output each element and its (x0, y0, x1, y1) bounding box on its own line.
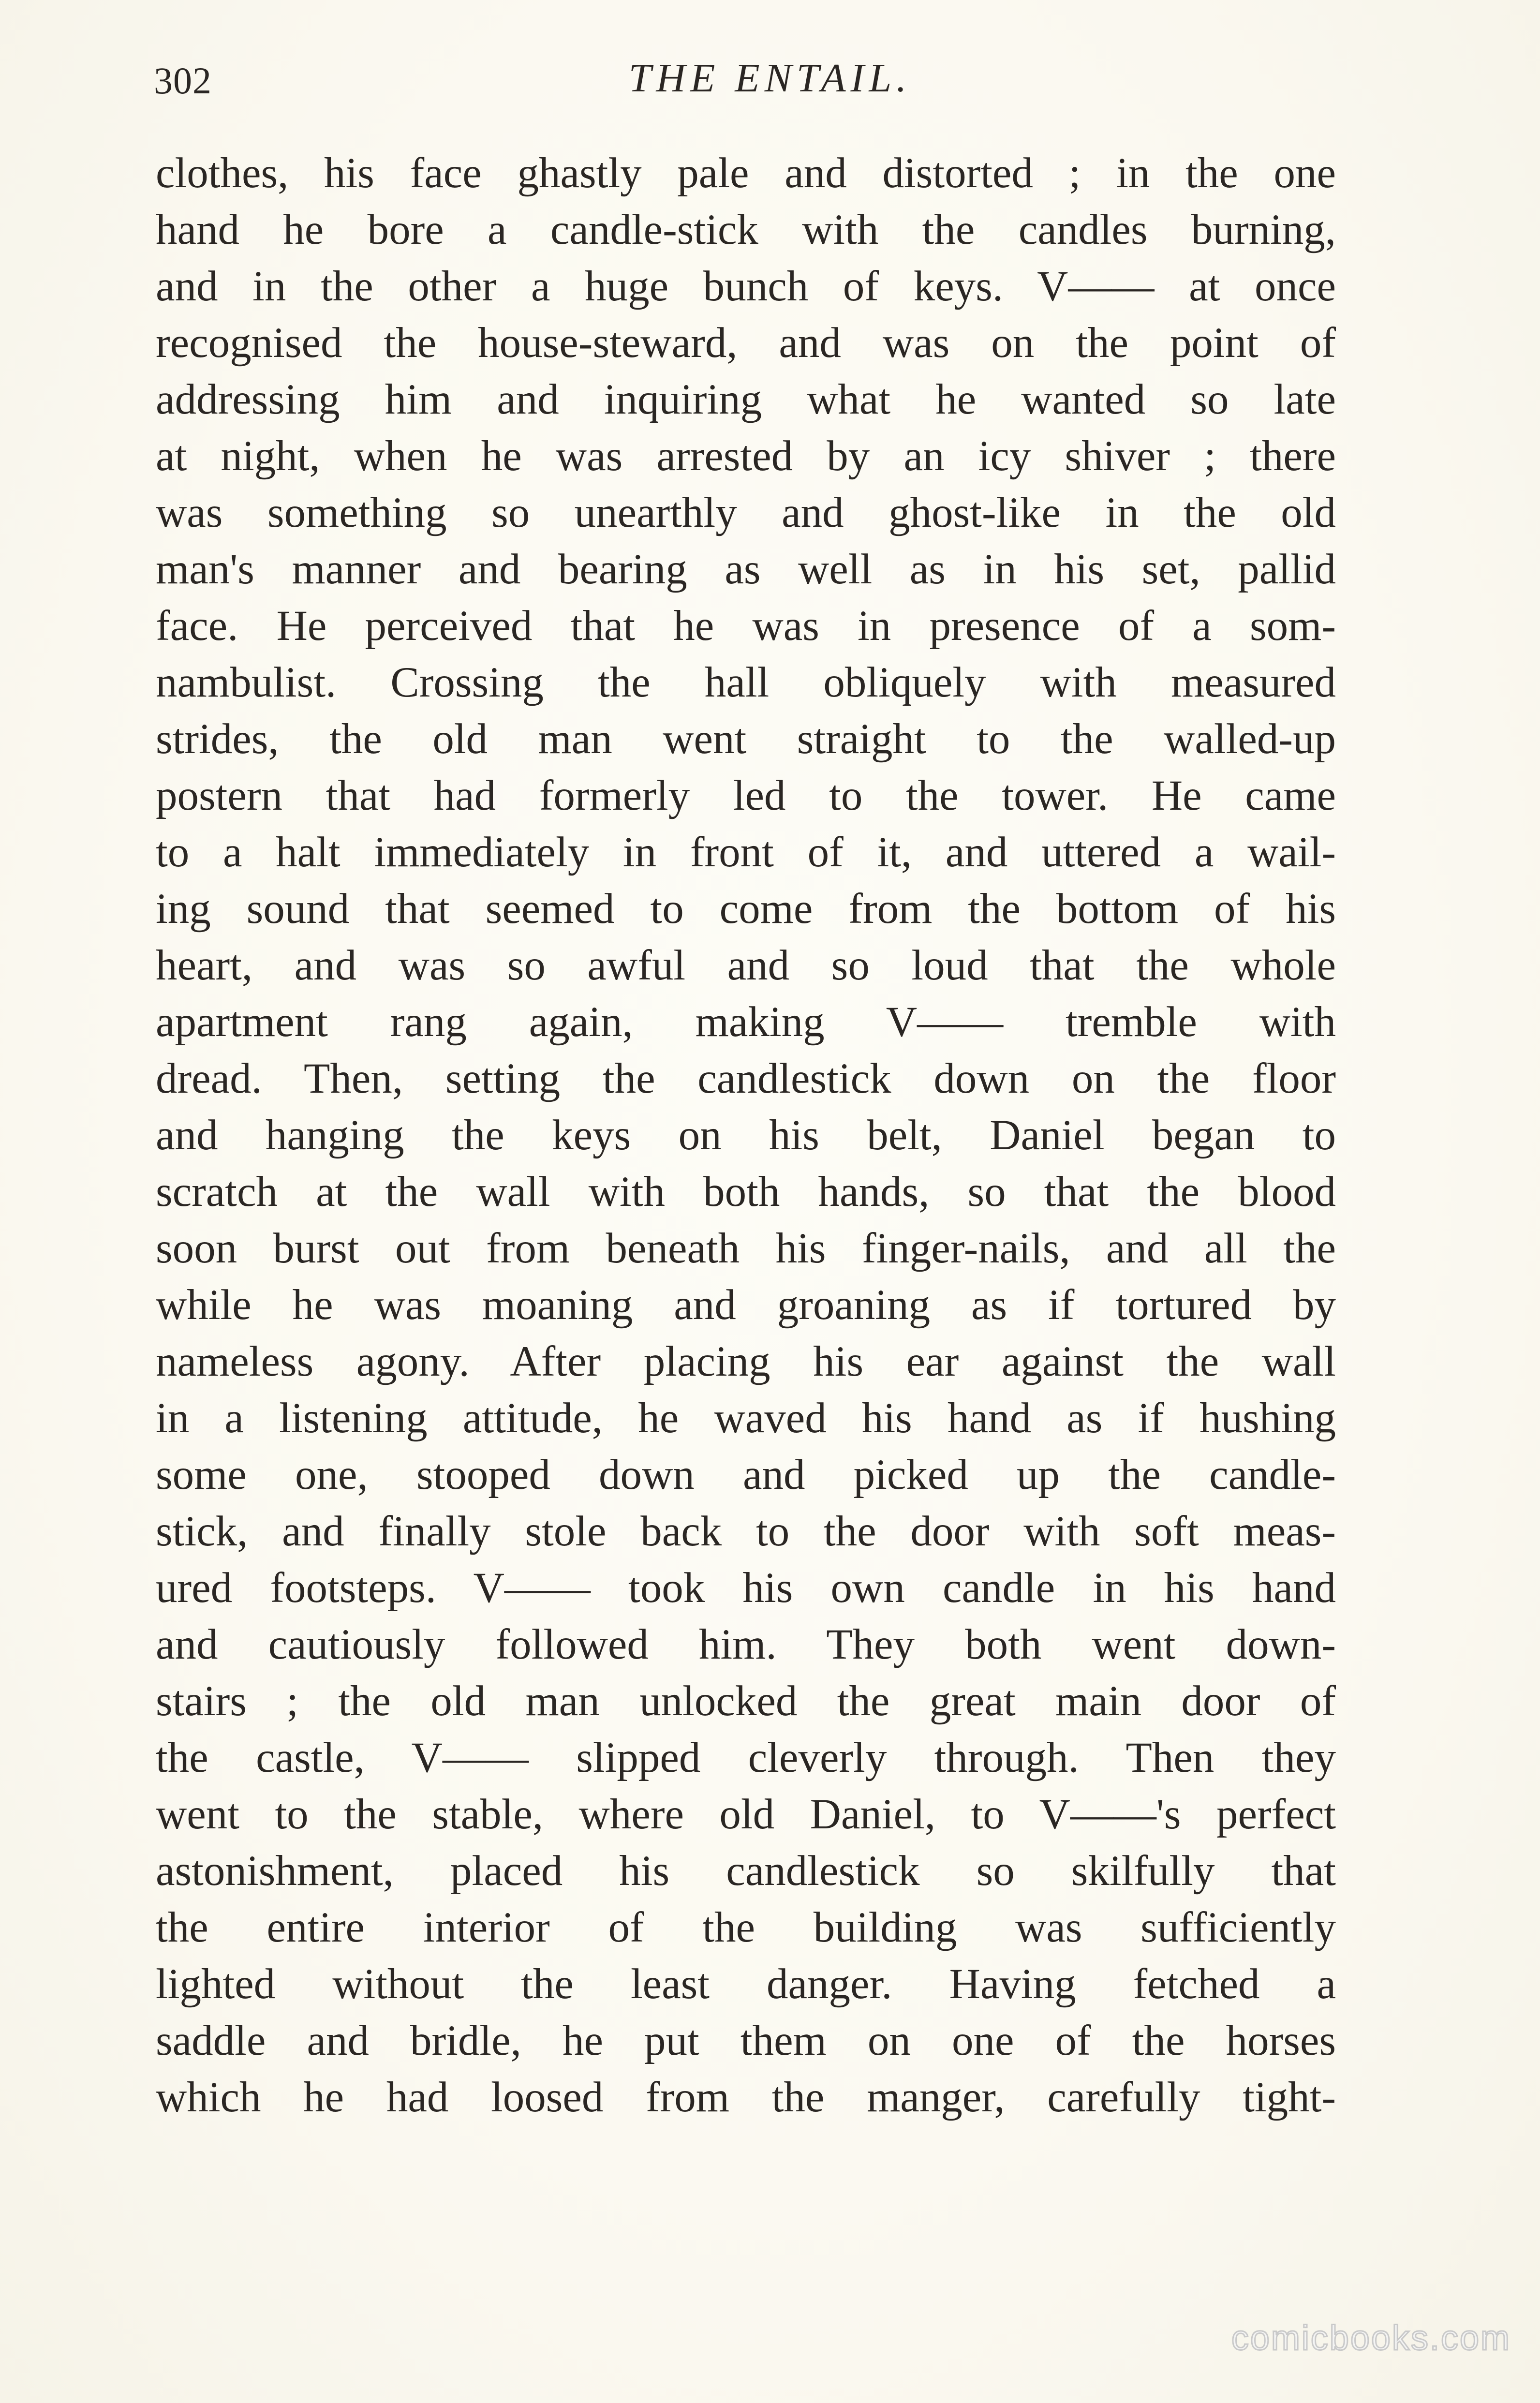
text-line: man's manner and bearing as well as in his set, pallid (156, 546, 1336, 593)
text-line: heart, and was so awful and so loud that the whole (156, 942, 1336, 989)
text-line: face. He perceived that he was in presence of a som- (156, 602, 1336, 650)
text-line: was something so unearthly and ghost-like in the old (156, 489, 1336, 536)
text-line: at night, when he was arrested by an icy shiver ; there (156, 432, 1336, 480)
text-line: addressing him and inquiring what he wanted so late (156, 376, 1336, 423)
running-title: THE ENTAIL. (628, 56, 912, 101)
text-line: and hanging the keys on his belt, Daniel began to (156, 1112, 1336, 1159)
text-line: nambulist. Crossing the hall obliquely with measured (156, 659, 1336, 706)
text-line: lighted without the least danger. Having fetched a (156, 1960, 1336, 2008)
text-line: stairs ; the old man unlocked the great main door of (156, 1677, 1336, 1725)
text-line: which he had loosed from the manger, carefully tight- (156, 2074, 1336, 2121)
text-line: strides, the old man went straight to the walled-up (156, 715, 1336, 763)
text-line: ing sound that seemed to come from the bottom of his (156, 885, 1336, 933)
text-line: went to the stable, where old Daniel, to V——'s perfect (156, 1791, 1336, 1838)
text-line: stick, and finally stole back to the door with soft meas- (156, 1508, 1336, 1555)
text-line: the castle, V—— slipped cleverly through. Then they (156, 1734, 1336, 1781)
watermark: comicbooks.com (1231, 2319, 1511, 2358)
text-line: astonishment, placed his candlestick so skilfully that (156, 1847, 1336, 1895)
text-line: dread. Then, setting the candlestick down on the floor (156, 1055, 1336, 1102)
text-line: soon burst out from beneath his finger-nails, and all the (156, 1225, 1336, 1272)
text-line: the entire interior of the building was sufficiently (156, 1904, 1336, 1951)
text-line: while he was moaning and groaning as if tortured by (156, 1281, 1336, 1329)
text-line: recognised the house-steward, and was on the point of (156, 319, 1336, 367)
text-line: apartment rang again, making V—— tremble with (156, 998, 1336, 1046)
text-line: and cautiously followed him. They both went down- (156, 1621, 1336, 1668)
body-text (156, 145, 1336, 2126)
text-line: scratch at the wall with both hands, so that the blood (156, 1168, 1336, 1216)
text-line: in a listening attitude, he waved his hand as if hushing (156, 1394, 1336, 1442)
text-line: saddle and bridle, he put them on one of the horses (156, 2017, 1336, 2064)
text-line: nameless agony. After placing his ear against the wall (156, 1338, 1336, 1385)
text-line: hand he bore a candle-stick with the candles burning, (156, 206, 1336, 253)
text-line: some one, stooped down and picked up the candle- (156, 1451, 1336, 1498)
text-line: to a halt immediately in front of it, and uttered a wail- (156, 829, 1336, 876)
page-number: 302 (154, 59, 212, 102)
text-line: ured footsteps. V—— took his own candle in his hand (156, 1564, 1336, 1612)
text-line: and in the other a huge bunch of keys. V—— at once (156, 263, 1336, 310)
text-line: postern that had formerly led to the tower. He came (156, 772, 1336, 819)
text-line: clothes, his face ghastly pale and distorted ; in the one (156, 149, 1336, 197)
